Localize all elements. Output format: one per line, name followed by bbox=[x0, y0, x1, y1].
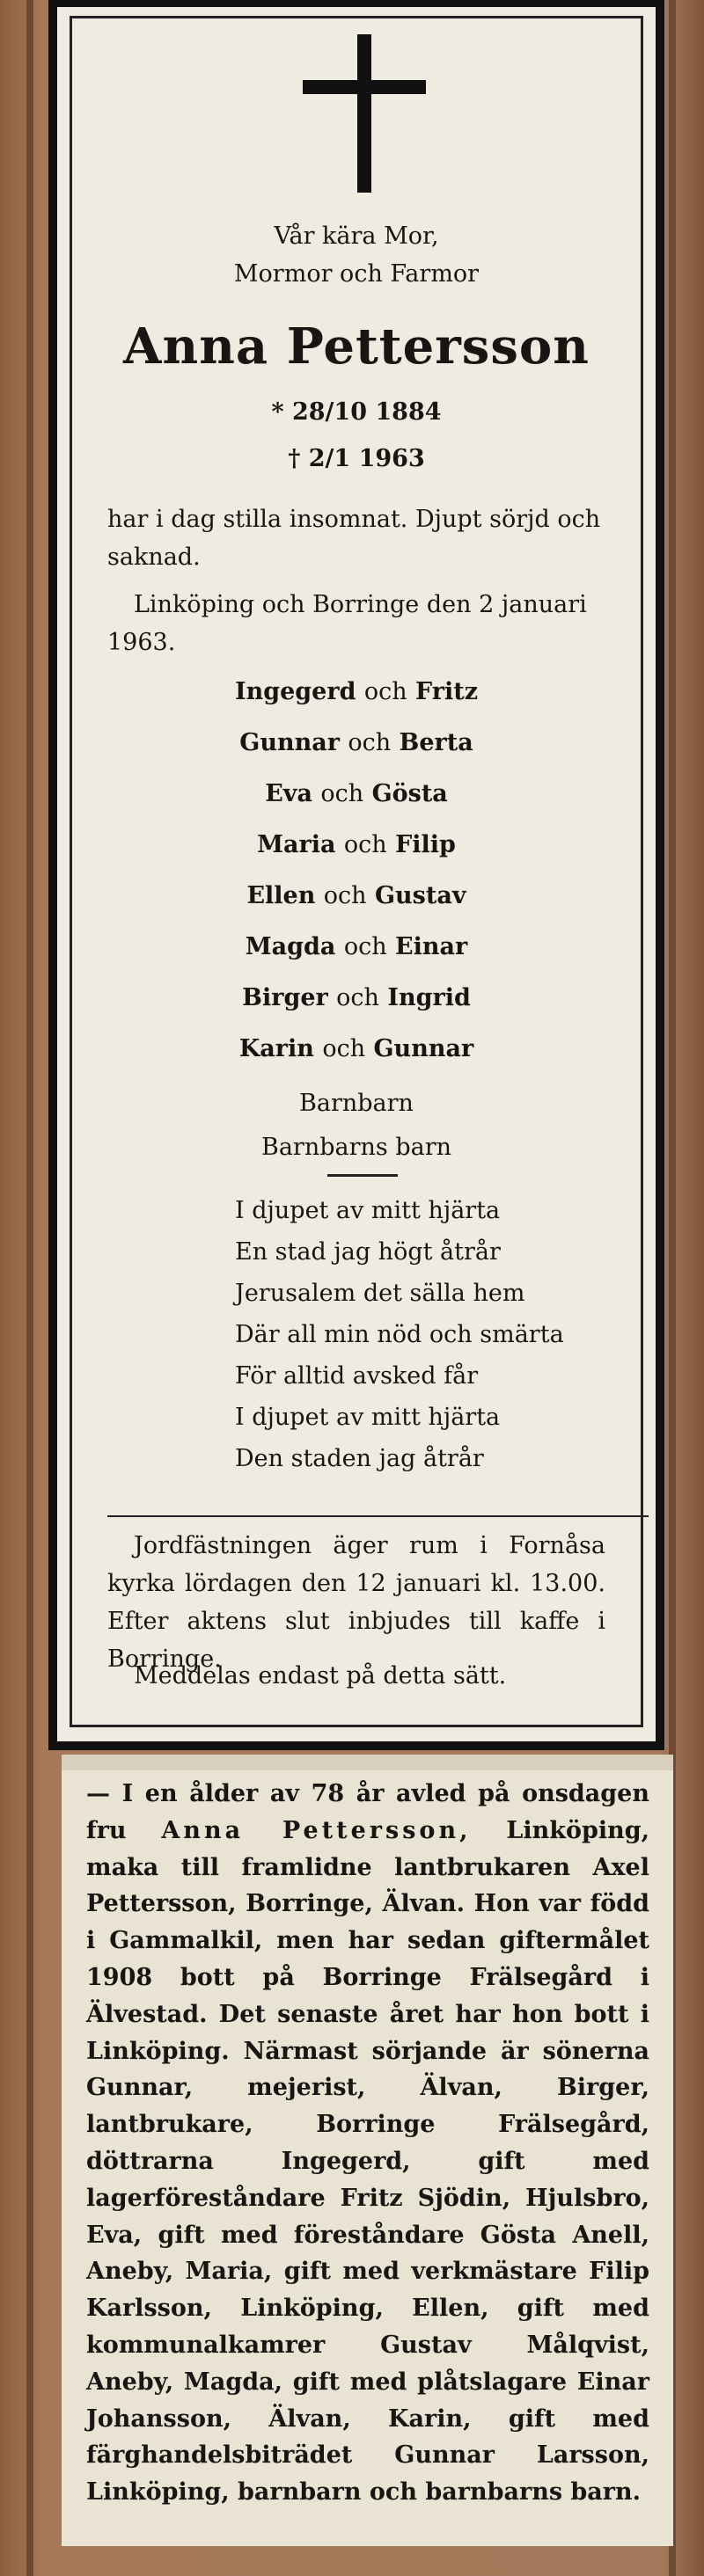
family-name: Fritz bbox=[415, 678, 479, 705]
verse-line: I djupet av mitt hjärta bbox=[235, 1404, 501, 1431]
verse-line: I djupet av mitt hjärta bbox=[235, 1197, 501, 1224]
family-name: Eva bbox=[265, 780, 312, 807]
great-grandchildren-line: Barnbarns barn bbox=[260, 1134, 452, 1161]
family-entry bbox=[72, 933, 641, 960]
family-name: Ellen bbox=[246, 882, 316, 909]
family-name: Filip bbox=[395, 831, 456, 858]
family-entry bbox=[72, 729, 641, 756]
verse-line: En stad jag högt åtrår bbox=[235, 1238, 501, 1266]
funeral-info: Jordfästningen äger rum i Fornåsa kyrka lördagen den 12 januari kl. 13.00. Efter aktens slut inbjudes till kaffe i Borringe. bbox=[107, 1532, 605, 1673]
conjunction: och bbox=[323, 882, 367, 909]
closing-line: Meddelas endast på detta sätt. bbox=[134, 1662, 507, 1689]
page-edge bbox=[26, 0, 33, 2576]
family-name: Gustav bbox=[374, 882, 466, 909]
conjunction: och bbox=[320, 780, 364, 807]
clipping-edge bbox=[62, 1755, 673, 1770]
obituary-article bbox=[62, 1755, 673, 2546]
verse-line: Jerusalem det sälla hem bbox=[235, 1280, 525, 1307]
article-text bbox=[86, 1776, 649, 2511]
verse-line: Där all min nöd och smärta bbox=[235, 1321, 564, 1348]
verse-line: För alltid avsked får bbox=[235, 1362, 479, 1390]
divider bbox=[327, 1174, 398, 1177]
divider bbox=[107, 1515, 649, 1517]
conjunction: och bbox=[348, 729, 392, 756]
family-entry bbox=[72, 831, 641, 858]
family-entry bbox=[72, 882, 641, 909]
grandchildren-line: Barnbarn bbox=[299, 1090, 414, 1117]
family-name: Gösta bbox=[371, 780, 448, 807]
family-name: Birger bbox=[242, 984, 328, 1011]
family-entry bbox=[72, 984, 641, 1011]
family-entry bbox=[72, 1035, 641, 1062]
conjunction: och bbox=[343, 933, 387, 960]
verse-line: Den staden jag åtrår bbox=[235, 1445, 484, 1472]
deceased-name: Anna Pettersson bbox=[123, 317, 590, 376]
birth-date: * 28/10 1884 bbox=[271, 398, 442, 426]
family-name: Gunnar bbox=[239, 729, 340, 756]
notice-text: har i dag stilla insomnat. Djupt sörjd och saknad. bbox=[107, 506, 601, 571]
death-notice bbox=[48, 0, 664, 1750]
family-name: Ingrid bbox=[387, 984, 471, 1011]
heading-line: Mormor och Farmor bbox=[233, 260, 480, 288]
article-body: Linköping, maka till framlidne lantbrukaren Axel Pettersson, Borringe, Älvan. Hon var född i Gammalkil, men har sedan giftermålet 1908 bott på Borringe Frälsegård i Älvestad. Det senaste året har hon bott i Linköping. Närmast sörjande är sönerna Gunnar, mejerist, Älvan, Birger, lantbrukare, Borringe Frälsegård, döttrarna Ingegerd, gift med lagerföreståndare Fritz Sjödin, Hjulsbro, Eva, gift med föreståndare Gösta Anell, Aneby, Maria, gift med verkmästare Filip Karlsson, Linköping, Ellen, gift med kommunalkamrer Gustav Målqvist, Aneby, Magda, gift med plåtslagare Einar Johansson, Älvan, Karin, gift med färghandelsbiträdet Gunnar Larsson, Linköping, barnbarn och barnbarns barn. bbox=[86, 1816, 649, 2507]
family-name: Ingegerd bbox=[234, 678, 356, 705]
family-entry bbox=[72, 678, 641, 705]
conjunction: och bbox=[336, 984, 379, 1011]
death-date: † 2/1 1963 bbox=[288, 445, 425, 472]
conjunction: och bbox=[363, 678, 407, 705]
family-name: Gunnar bbox=[373, 1035, 474, 1062]
notice-frame bbox=[70, 16, 643, 1727]
conjunction: och bbox=[343, 831, 387, 858]
family-name: Karin bbox=[238, 1035, 314, 1062]
conjunction: och bbox=[322, 1035, 366, 1062]
place-date: Linköping och Borringe den 2 januari 1963. bbox=[107, 591, 587, 656]
family-name: Berta bbox=[399, 729, 473, 756]
family-name: Maria bbox=[257, 831, 336, 858]
article-lead: — I en ålder av 78 år avled på onsdagen fru bbox=[86, 1780, 649, 1844]
heading-line: Vår kära Mor, bbox=[274, 223, 439, 250]
family-name: Magda bbox=[245, 933, 336, 960]
family-name: Einar bbox=[395, 933, 468, 960]
family-entry bbox=[72, 780, 641, 807]
cross-icon bbox=[303, 34, 426, 193]
article-name: Anna Pettersson, bbox=[161, 1816, 472, 1844]
